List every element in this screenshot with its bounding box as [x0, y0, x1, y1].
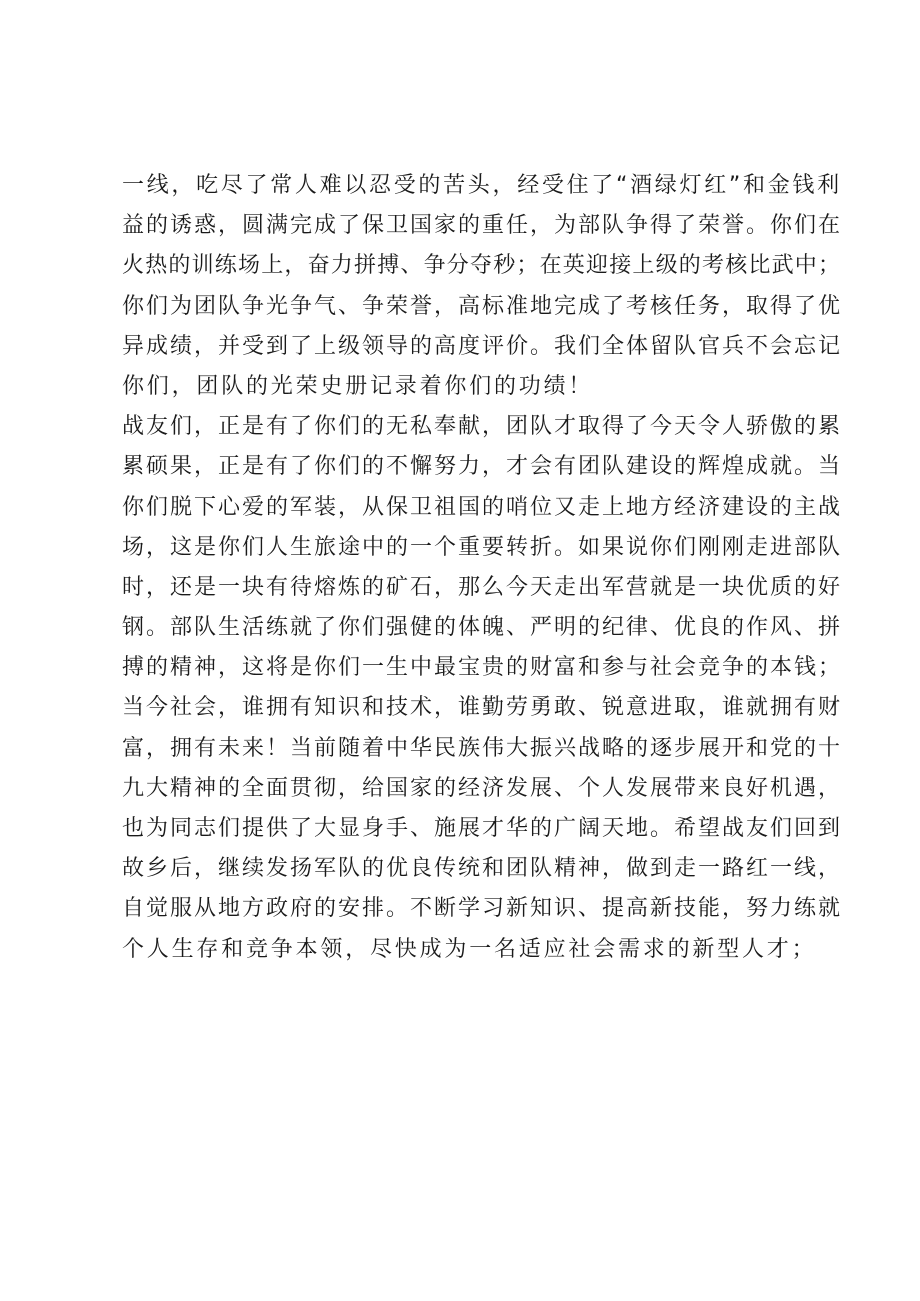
text-line: 搏的精神，这将是你们一生中最宝贵的财富和参与社会竞争的本钱； [122, 655, 843, 681]
text-line: 你们脱下心爱的军装，从保卫祖国的哨位又走上地方经济建设的主战 [122, 494, 843, 520]
text-line: 战友们，正是有了你们的无私奉献，团队才取得了今天令人骄傲的累 [122, 414, 843, 440]
text-line: 故乡后，继续发扬军队的优良传统和团队精神，做到走一路红一线， [122, 856, 843, 882]
text-line: 火热的训练场上，奋力拼搏、争分夺秒；在英迎接上级的考核比武中； [122, 253, 842, 279]
text-line: 你们为团队争光争气、争荣誉，高标准地完成了考核任务，取得了优 [122, 293, 843, 319]
text-line: 九大精神的全面贯彻，给国家的经济发展、个人发展带来良好机遇， [122, 775, 843, 801]
text-line: 时，还是一块有待熔炼的矿石，那么今天走出军营就是一块优质的好 [122, 574, 843, 600]
text-line: 一线，吃尽了常人难以忍受的苦头，经受住了“酒绿灯红”和金钱利 [122, 173, 842, 198]
body-text [122, 166, 842, 970]
text-line: 也为同志们提供了大显身手、施展才华的广阔天地。希望战友们回到 [122, 816, 843, 841]
text-line: 异成绩，并受到了上级领导的高度评价。我们全体留队官兵不会忘记 [122, 333, 843, 359]
text-line: 钢。部队生活练就了你们强健的体魄、严明的纪律、优良的作风、拼 [122, 615, 843, 641]
text-line: 自觉服从地方政府的安排。不断学习新知识、提高新技能，努力练就 [122, 896, 843, 922]
text-line: 累硕果，正是有了你们的不懈努力，才会有团队建设的辉煌成就。当 [122, 454, 843, 480]
text-line: 个人生存和竞争本领，尽快成为一名适应社会需求的新型人才； [122, 936, 817, 962]
text-line: 场，这是你们人生旅途中的一个重要转折。如果说你们刚刚走进部队 [122, 534, 843, 560]
text-line: 你们，团队的光荣史册记录着你们的功绩！ [122, 373, 594, 399]
text-line: 当今社会，谁拥有知识和技术，谁勤劳勇敢、锐意进取，谁就拥有财 [122, 695, 843, 721]
text-line: 益的诱惑，圆满完成了保卫国家的重任，为部队争得了荣誉。你们在 [122, 213, 843, 239]
text-line: 富，拥有未来！当前随着中华民族伟大振兴战略的逐步展开和党的十 [122, 735, 843, 761]
